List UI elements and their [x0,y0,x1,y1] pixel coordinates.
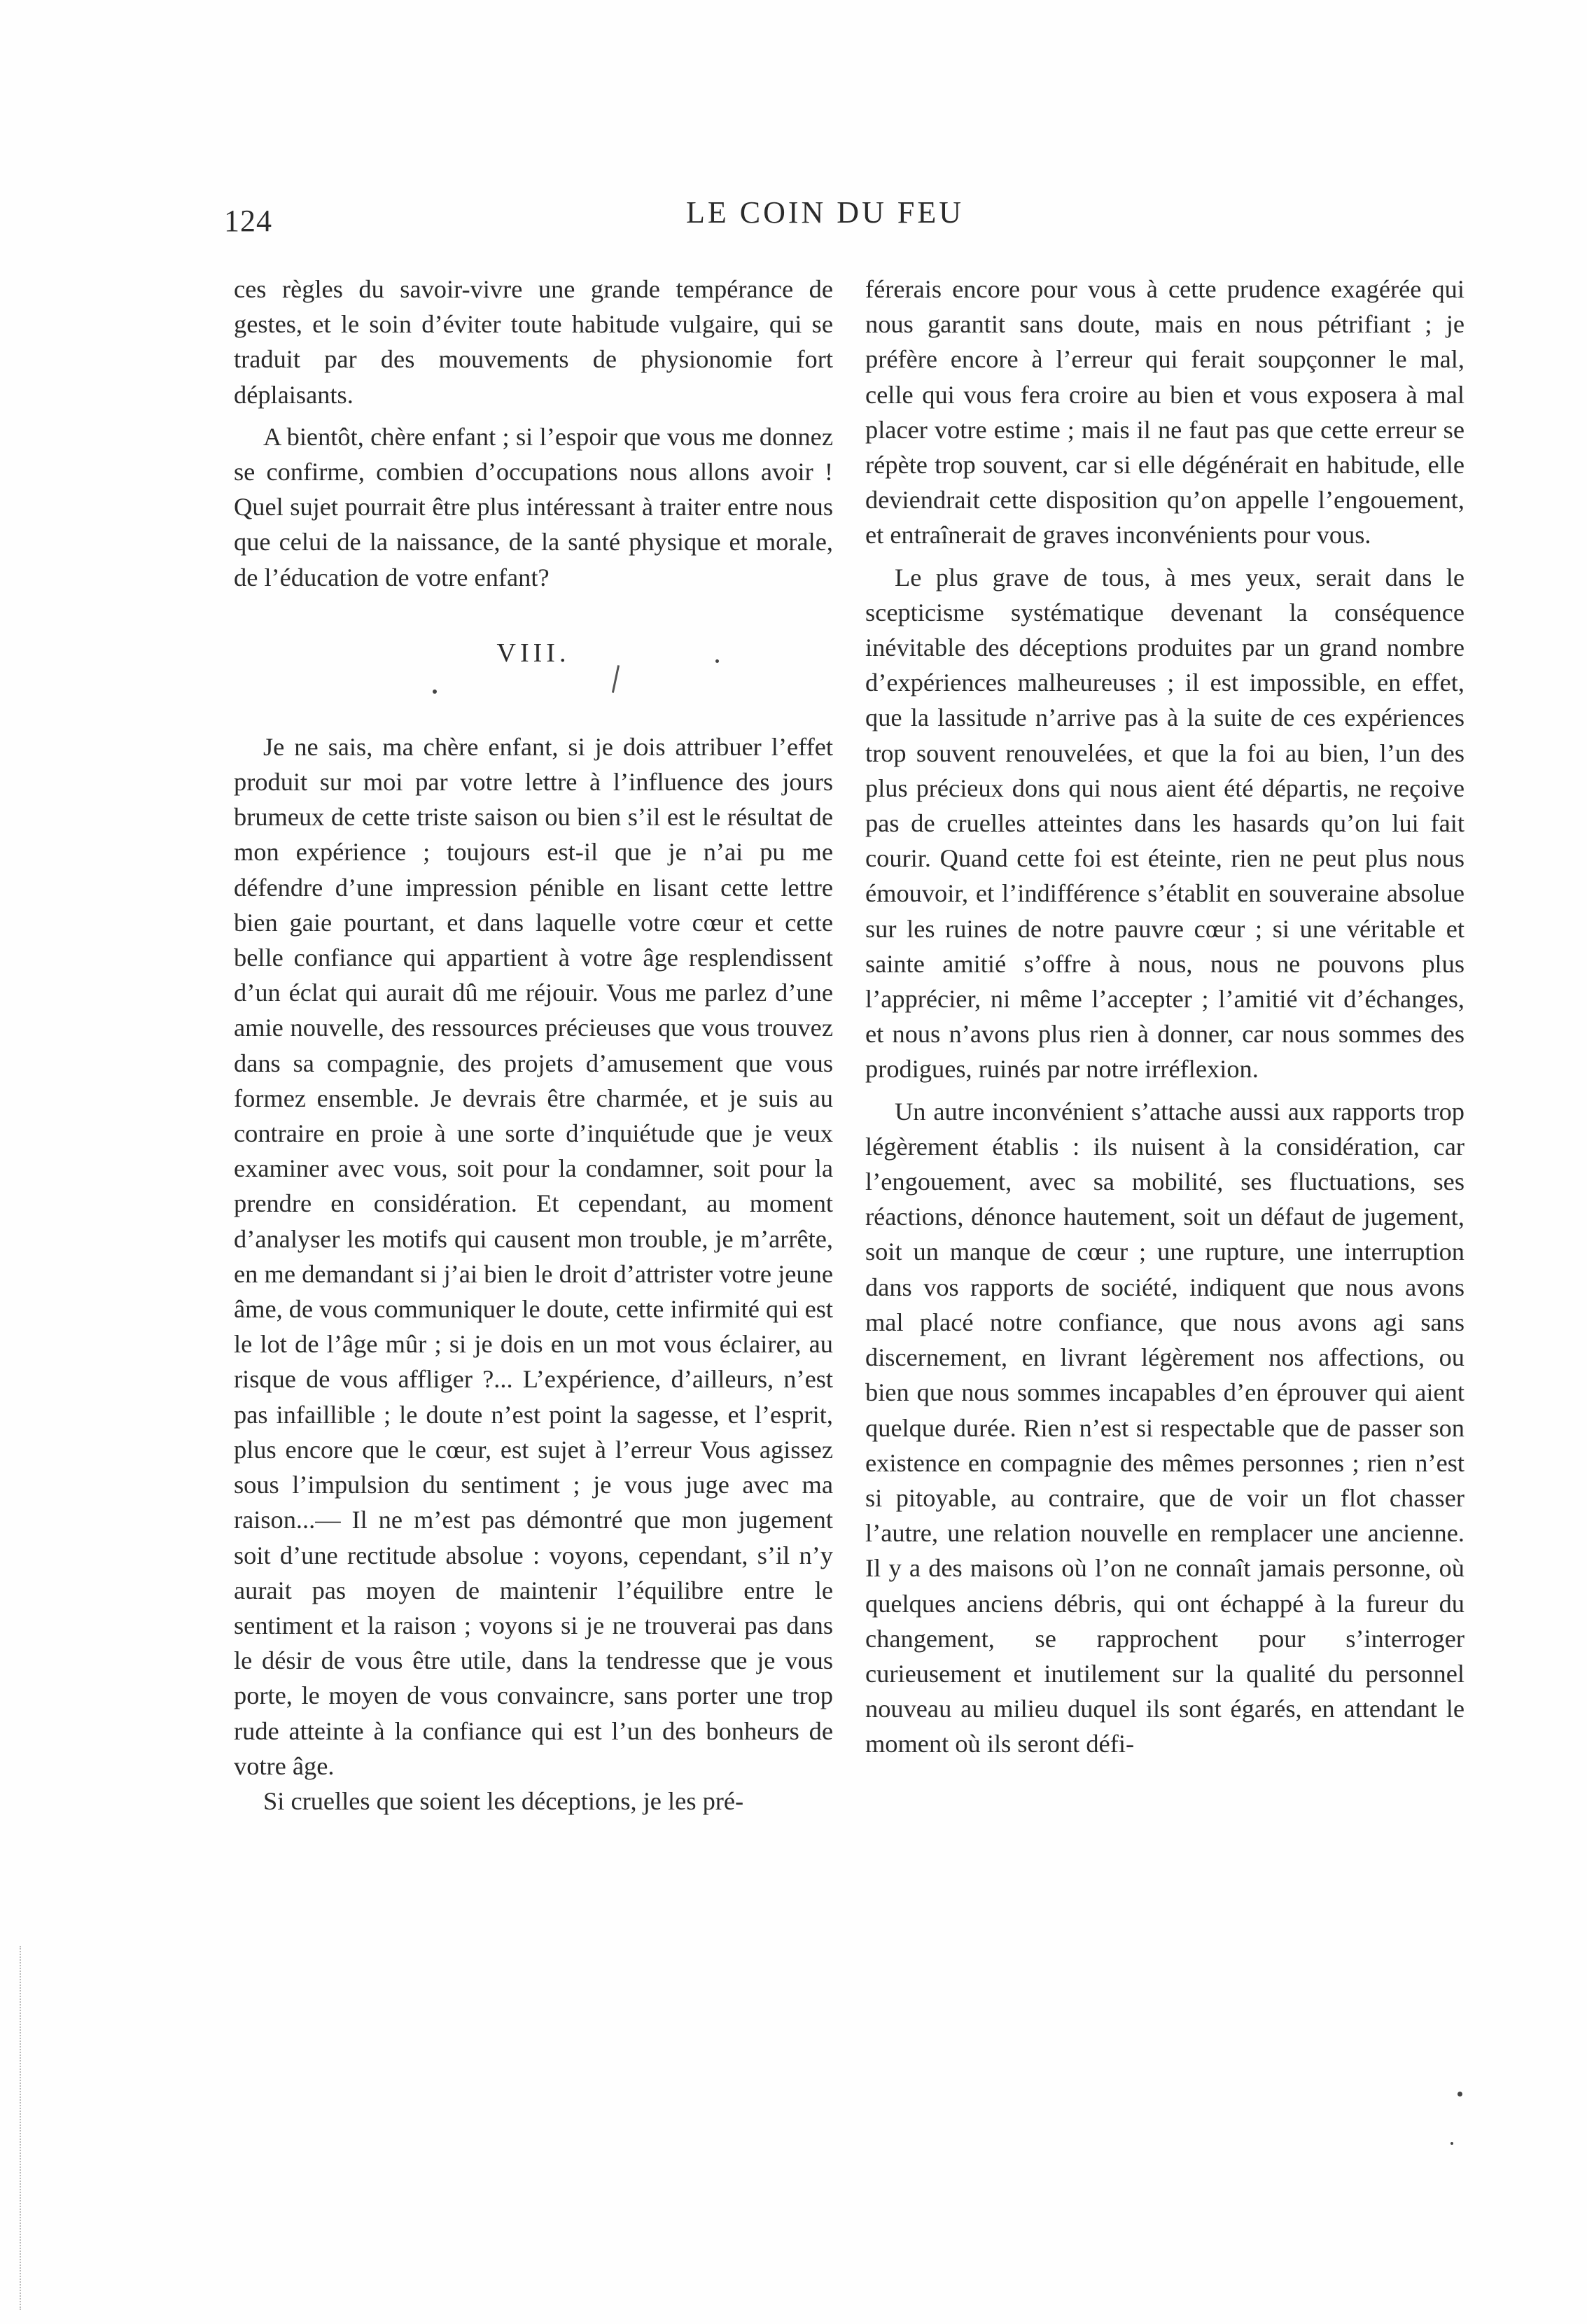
paragraph-continuation: férerais encore pour vous à cette prudence exagérée qui nous garantit sans doute, mais en nous pétrifiant ; je préfère encore à l’erreur qui ferait soupçonner le mal, celle qui vous fera croire au bien et vous exposera à mal placer votre estime ; mais il ne faut pas que cette erreur se répète trop souvent, car si elle dégénérait en habitude, elle deviendrait cette disposition qu’on appelle l’engouement, et entraînerait de graves inconvénients pour vous. [865,275,1464,550]
running-title: LE COIN DU FEU [686,195,964,230]
left-column [234,272,833,1819]
right-column [865,272,1464,1762]
paragraph: Je ne sais, ma chère enfant, si je dois attribuer l’effet produit sur moi par votre lettre à l’influence des jours brumeux de cette triste saison ou bien s’il est le résultat de mon expérience ; toujours est-il que je n’ai pu me défendre d’une impression pénible en lisant cette lettre bien gaie pourtant, et dans laquelle votre cœur et cette belle confiance qui appartient à votre âge resplendissent d’un éclat qui aurait dû me réjouir. Vous me parlez d’une amie nouvelle, des ressources précieuses que vous trouvez dans sa compagnie, des projets d’amusement que vous formez ensemble. Je devrais être charmée, et je suis au contraire en proie à une sorte d’inquiétude que je veux examiner avec vous, soit pour la condamner, soit pour la prendre en considération. Et cependant, au moment d’analyser les motifs qui causent mon trouble, je m’arrête, en me demandant si j’ai bien le droit d’attrister votre jeune âme, de vous communiquer le doute, cette infirmité qui est le lot de l’âge mûr ; si je dois en un mot vous éclairer, au risque de vous affliger ?... L’expérience, d’ailleurs, n’est pas infaillible ; le doute n’est point la sagesse, et l’esprit, plus encore que le cœur, est sujet à l’erreur Vous agissez sous l’impulsion du sentiment ; je vous juge avec ma raison...— Il ne m’est pas démontré que mon jugement soit d’une rectitude absolue : voyons, cependant, s’il n’y aurait pas moyen de maintenir l’équilibre entre le sentiment et la raison ; voyons si je ne trouverai pas dans le désir de vous être utile, dans la tendresse que je vous porte, le moyen de vous convaincre, sans porter une trop rude atteinte à la confiance qui est l’un des bonheurs de votre âge. [234,732,833,1780]
paragraph: Le plus grave de tous, à mes yeux, serait dans le scepticisme systématique devenant la conséquence inévitable des déceptions produites par un grand nombre d’expériences malheureuses ; il est impossible, en effet, que la lassitude n’arrive pas à la suite de ces expériences trop souvent renouvelées, et que la foi au bien, l’un des plus précieux dons qui nous aient été départis, ne reçoive pas de cruelles atteintes dans les hasards qu’on lui fait courir. Quand cette foi est éteinte, rien ne peut plus nous émouvoir, et l’indifférence s’établit en souveraine absolue sur les ruines de notre pauvre cœur ; si une véritable et sainte amitié s’offre à nous, nous ne pouvons plus l’apprécier, ni même l’accepter ; l’amitié vit d’échanges, et nous n’avons plus rien à donner, car nous sommes des prodigues, ruinés par notre irréflexion. [865,563,1464,1084]
ink-speck [433,690,437,694]
paragraph: Un autre inconvénient s’attache aussi aux rapports trop légèrement établis : ils nuisent à la considération, car l’engouement, avec sa mobilité, ses fluctuations, ses réactions, dénonce hautement, soit un défaut de jugement, soit un manque de cœur ; une rupture, une interruption dans vos rapports de société, indiquent que nous avons mal placé notre confiance, que nous avons agi sans discernement, en livrant légèrement nos affections, ou bien que nous sommes incapables d’en éprouver qui aient quelque durée. Rien n’est si respectable que de passer son existence en compagnie des mêmes personnes ; rien n’est si pitoyable, au contraire, que de voir un flot chasser l’autre, une relation nouvelle en remplacer une ancienne. Il y a des maisons où l’on ne connaît jamais personne, où quelques anciens débris, qui ont échappé à la fureur du changement, se rapprochent pour s’interroger curieusement et inutilement sur la qualité du personnel nouveau au milieu duquel ils sont égarés, en attendant le moment où ils seront défi- [865,1097,1464,1758]
page-number: 124 [224,204,272,238]
paragraph: A bientôt, chère enfant ; si l’espoir que vous me donnez se confirme, combien d’occupations nous allons avoir ! Quel sujet pourrait être plus intéressant à traiter entre nous que celui de la naissance, de la santé physique et morale, de l’éducation de votre enfant? [234,422,833,592]
paragraph: Si cruelles que soient les déceptions, je les pré- [263,1786,744,1815]
ink-speck [1457,2092,1462,2096]
ink-speck [715,659,719,663]
paragraph-continuation: ces règles du savoir-vivre une grande tempérance de gestes, et le soin d’éviter toute habitude vulgaire, qui se traduit par des mouvements de physionomie fort déplaisants. [234,275,833,409]
margin-mark [20,1946,25,2310]
section-heading: VIII. [496,638,571,668]
ink-speck [1450,2142,1453,2145]
